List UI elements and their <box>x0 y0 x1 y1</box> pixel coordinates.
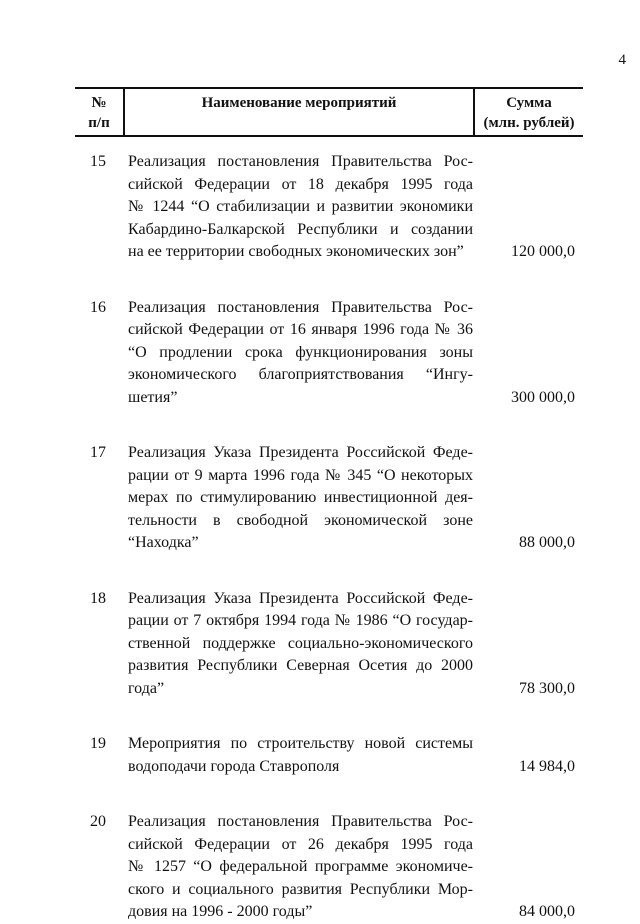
table-row <box>90 588 580 701</box>
row-amount: 88 000,0 <box>519 534 575 551</box>
row-description <box>128 297 473 410</box>
description-line: Реализация постановления Правительства Рос- <box>128 813 473 830</box>
row-amount: 120 000,0 <box>511 243 575 260</box>
row-description <box>128 442 473 555</box>
description-line: года” <box>128 679 165 697</box>
table-header <box>75 87 583 137</box>
description-line: рации от 9 марта 1996 года № 345 “О некоторых <box>128 466 473 484</box>
description-line: № 1257 “О федеральной программе экономиче- <box>128 858 473 875</box>
description-line: тельности в свободной экономической зоне <box>128 511 473 529</box>
description-line: шетия” <box>128 388 178 406</box>
header-num-symbol: № <box>91 95 107 111</box>
header-sum-label: Сумма <box>506 95 552 111</box>
header-num-column <box>75 89 125 135</box>
header-num-abbr: п/п <box>88 115 110 131</box>
description-line: водоподачи города Ставрополя <box>128 757 340 775</box>
row-number: 18 <box>90 589 106 607</box>
row-amount: 14 984,0 <box>519 757 575 775</box>
header-name-column <box>125 89 475 135</box>
description-line: сийской Федерации от 16 января 1996 года № 36 <box>128 321 473 338</box>
description-line: сийской Федерации от 18 декабря 1995 года <box>128 175 473 193</box>
header-sum-unit: (млн. рублей) <box>483 115 575 131</box>
description-line: экономического благоприятствования “Ингу- <box>128 366 473 383</box>
row-description <box>128 588 473 701</box>
row-description <box>128 733 473 778</box>
table-row <box>90 733 580 778</box>
table-row <box>90 442 580 555</box>
row-amount: 78 300,0 <box>519 679 575 697</box>
header-name-label: Наименование мероприятий <box>201 95 397 111</box>
row-amount: 300 000,0 <box>511 388 575 406</box>
row-number: 16 <box>90 298 106 316</box>
row-number: 17 <box>90 444 106 461</box>
row-description <box>128 811 473 924</box>
description-line: ственной поддержке социально-экономического <box>128 634 473 652</box>
description-line: мерах по стимулированию инвестиционной дея- <box>128 489 473 506</box>
description-line: Мероприятия по строительству новой системы <box>128 735 473 752</box>
description-line: “О продлении срока функционирования зоны <box>128 343 473 361</box>
description-line: развития Республики Северная Осетия до 2000 <box>128 657 473 674</box>
row-number: 20 <box>90 813 106 830</box>
table-body <box>90 151 580 924</box>
description-line: довия на 1996 - 2000 годы” <box>128 903 313 920</box>
description-line: Реализация постановления Правительства Рос- <box>128 298 473 316</box>
table-row <box>90 811 580 924</box>
description-line: “Находка” <box>128 534 199 551</box>
description-line: сийской Федерации от 26 декабря 1995 года <box>128 835 473 853</box>
row-description <box>128 151 473 264</box>
header-sum-column <box>475 89 583 135</box>
description-line: Реализация Указа Президента Российской Феде- <box>128 444 473 461</box>
description-line: Реализация Указа Президента Российской Феде- <box>128 589 473 607</box>
row-number: 15 <box>90 153 106 170</box>
description-line: № 1244 “О стабилизации и развитии экономики <box>128 198 473 215</box>
description-line: Кабардино-Балкарской Республики и создании <box>128 220 473 238</box>
description-line: ского и социального развития Республики Мор- <box>128 880 473 898</box>
page-number: 4 <box>618 52 626 68</box>
row-amount: 84 000,0 <box>519 903 575 920</box>
table-row <box>90 297 580 410</box>
description-line: на ее территории свободных экономических зон” <box>128 243 464 260</box>
table-row <box>90 151 580 264</box>
description-line: рации от 7 октября 1994 года № 1986 “О государ- <box>128 612 473 629</box>
description-line: Реализация постановления Правительства Рос- <box>128 153 473 170</box>
row-number: 19 <box>90 735 106 752</box>
